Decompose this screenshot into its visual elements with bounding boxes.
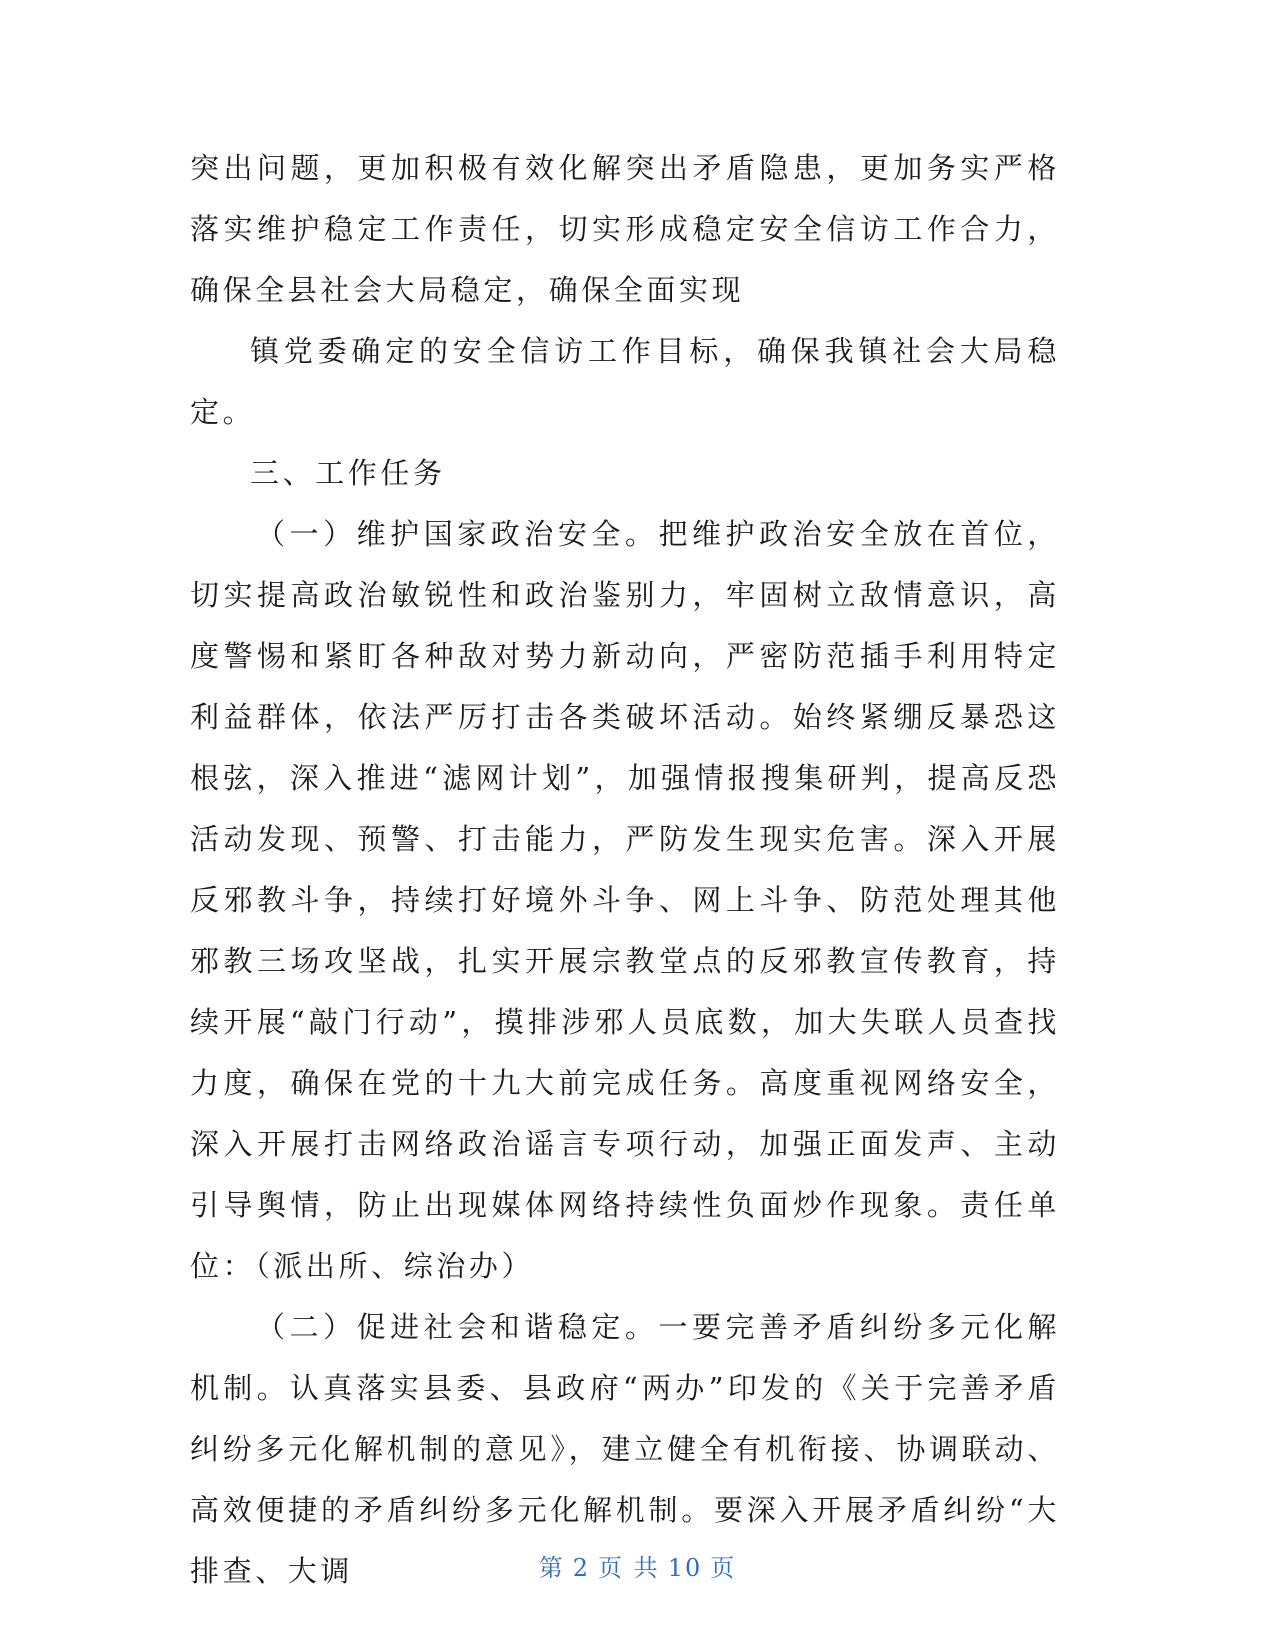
paragraph-goal: 镇党委确定的安全信访工作目标，确保我镇社会大局稳定。: [190, 334, 1060, 429]
footer-middle: 页 共: [598, 1554, 660, 1582]
footer-prefix: 第: [538, 1554, 565, 1582]
paragraph-continuation: 突出问题，更加积极有效化解突出矛盾隐患，更加务实严格落实维护稳定工作责任，切实形成稳定安全信访工作合力，确保全县社会大局稳定，确保全面实现: [190, 151, 1060, 307]
paragraph-political-security: （一）维护国家政治安全。把维护政治安全放在首位，切实提高政治敏锐性和政治鉴别力，牢固树立敌情意识，高度警惕和紧盯各种敌对势力新动向，严密防范插手利用特定利益群体，依法严厉打击各类破坏活动。始终紧绷反暴恐这根弦，深入推进“滤网计划”，加强情报搜集研判，提高反恐活动发现、预警、打击能力，严防发生现实危害。深入开展反邪教斗争，持续打好境外斗争、网上斗争、防范处理其他邪教三场攻坚战，扎实开展宗教堂点的反邪教宣传教育，持续开展“敲门行动”，摸排涉邪人员底数，加大失联人员查找力度，确保在党的十九大前完成任务。高度重视网络安全，深入开展打击网络政治谣言专项行动，加强正面发声、主动引导舆情，防止出现媒体网络持续性负面炒作现象。责任单位：（派出所、综治办）: [190, 517, 1060, 1283]
section-heading-work-tasks: 三、工作任务: [250, 456, 446, 490]
page-footer: [0, 1548, 1275, 1583]
footer-total-pages: 10: [667, 1554, 703, 1582]
paragraph-social-harmony: （二）促进社会和谐稳定。一要完善矛盾纠纷多元化解机制。认真落实县委、县政府“两办”印发的《关于完善矛盾纠纷多元化解机制的意见》，建立健全有机衔接、协调联动、高效便捷的矛盾纠纷多元化解机制。要深入开展矛盾纠纷“大排查、大调: [190, 1310, 1060, 1588]
document-body: [190, 138, 1060, 1602]
footer-current-page: 2: [572, 1554, 591, 1582]
footer-suffix: 页: [710, 1554, 737, 1582]
